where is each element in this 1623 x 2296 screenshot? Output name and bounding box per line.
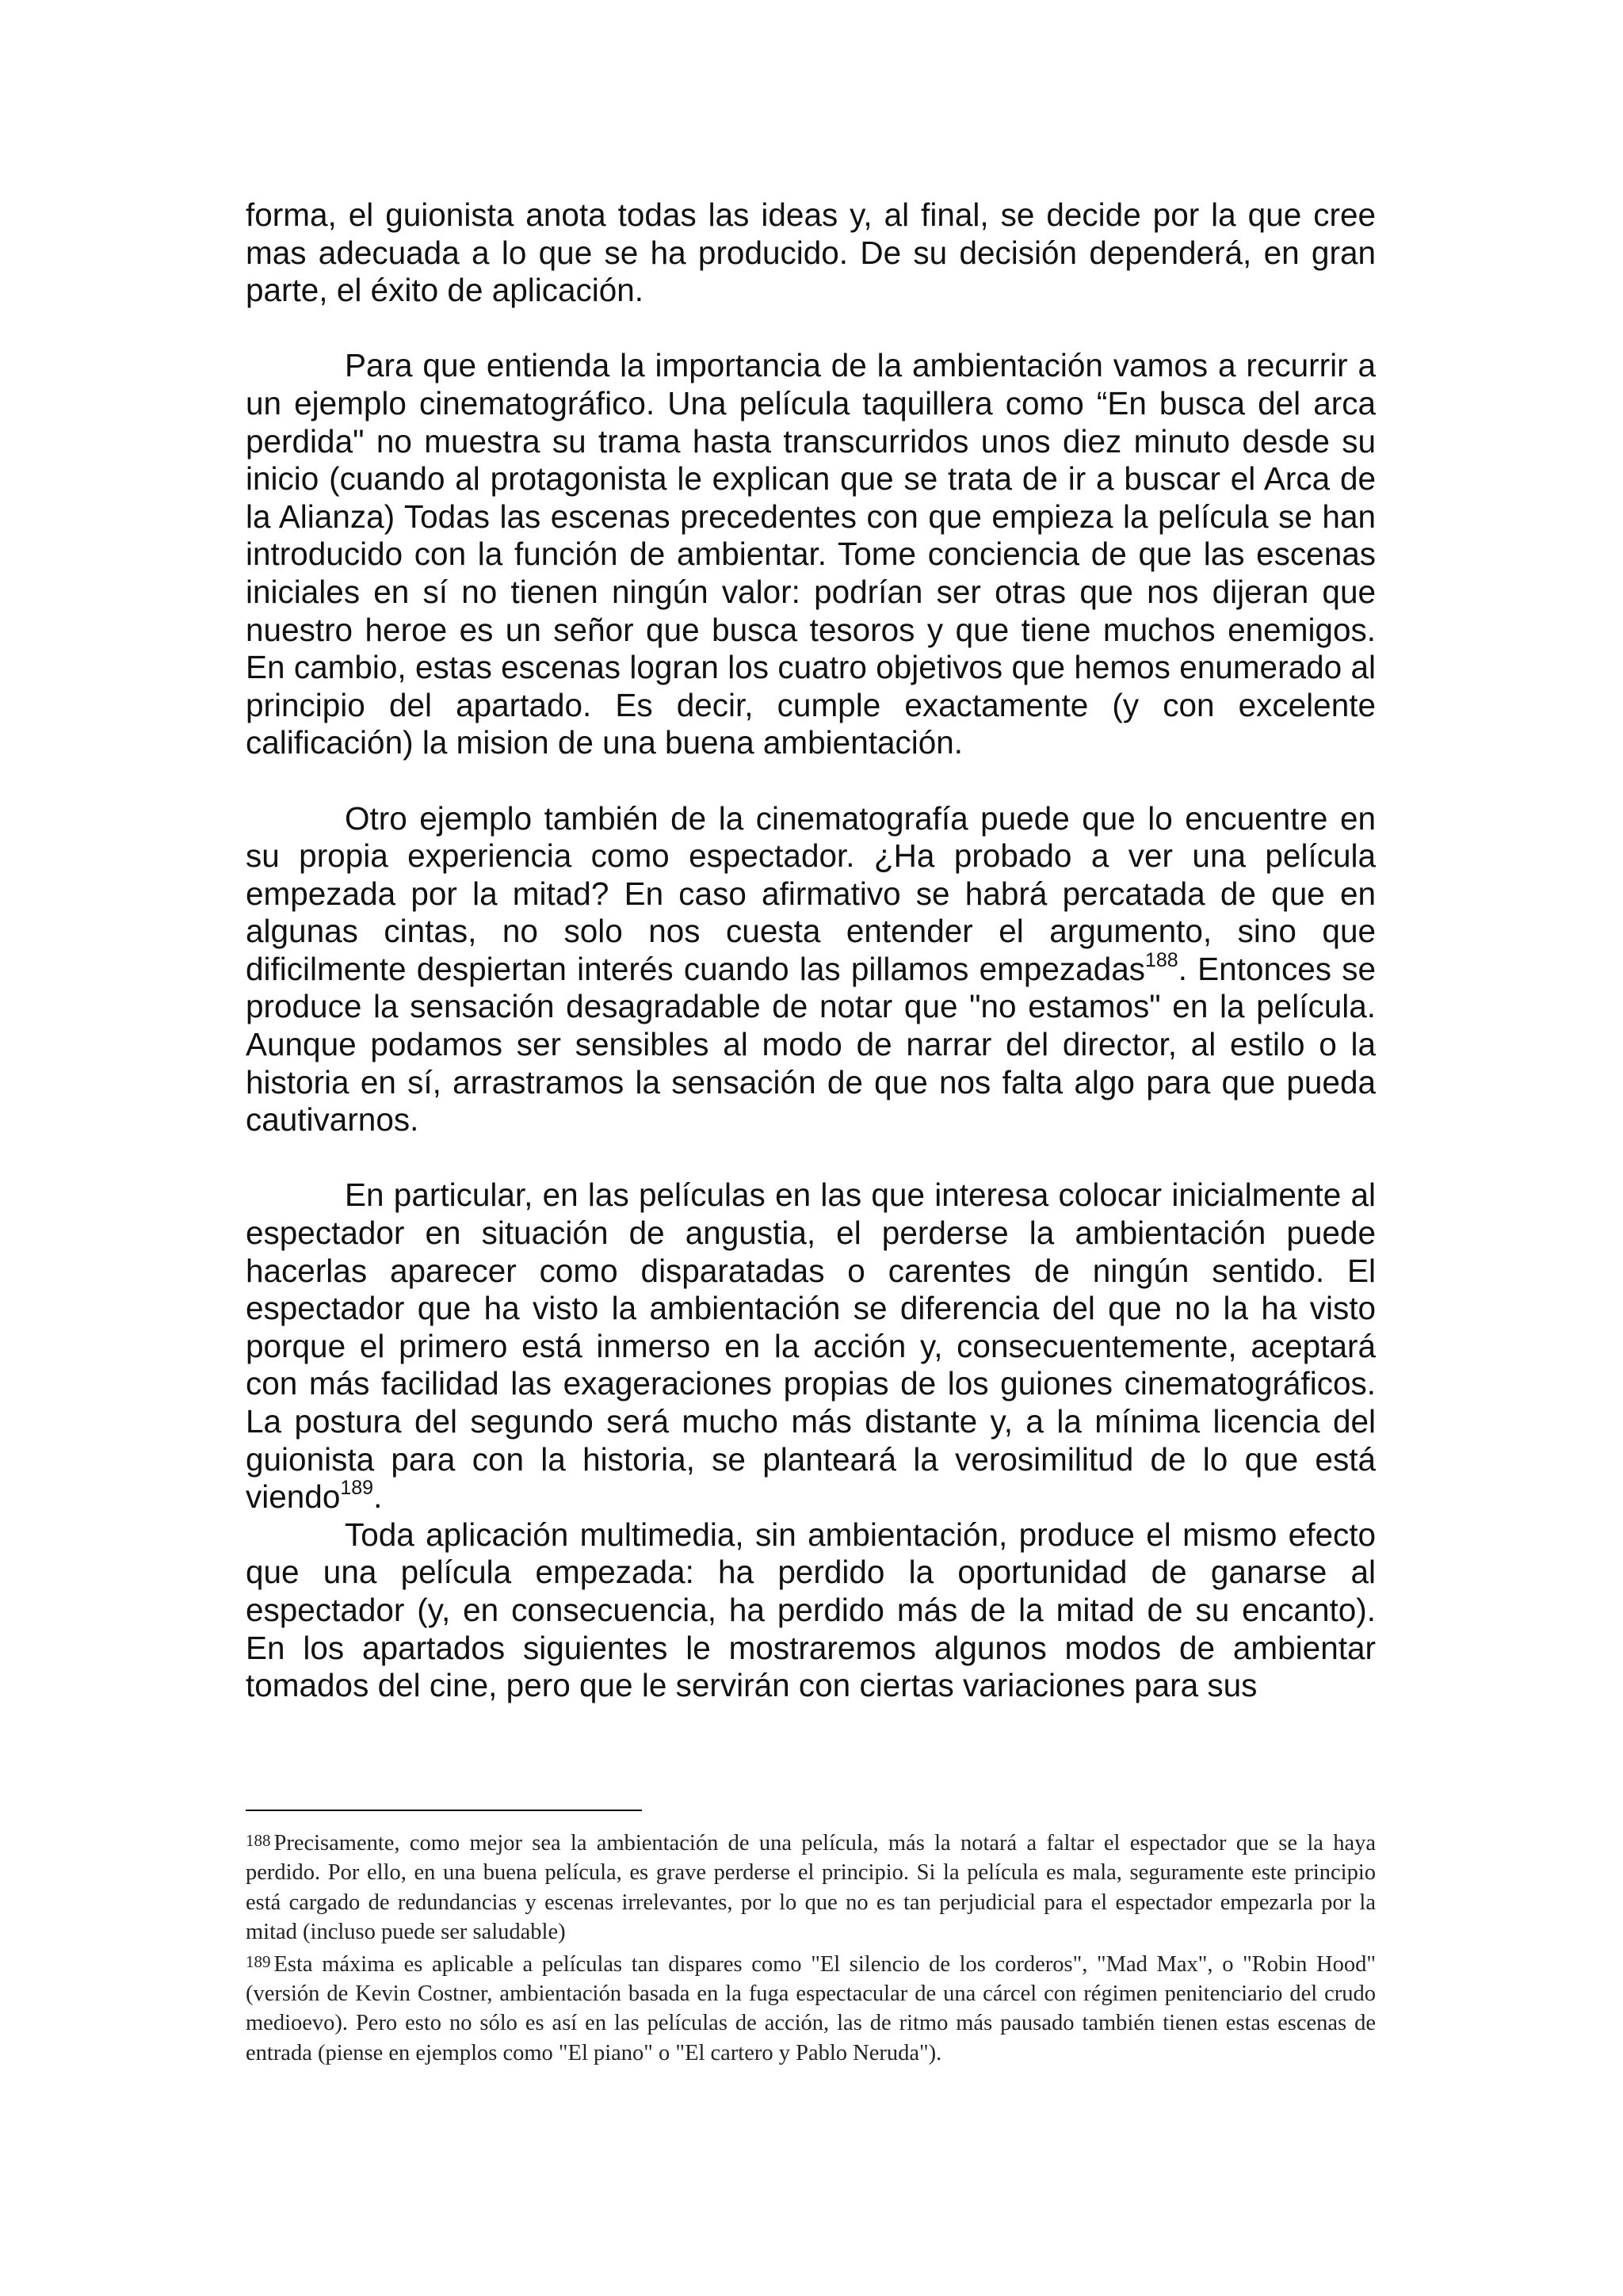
footnote-188 bbox=[246, 1826, 1376, 1947]
footnote-separator bbox=[246, 1810, 642, 1811]
paragraph-2: Para que entienda la importancia de la ambientación vamos a recurrir a un ejemplo cinematográfico. Una película taquillera como “En busca del arca perdida" no muestra su trama hasta transcurridos unos diez minuto desde su inicio (cuando al protagonista le explican que se trata de ir a buscar el Arca de la Alianza) Todas las escenas precedentes con que empieza la película se han introducido con la función de ambientar. Tome conciencia de que las escenas iniciales en sí no tienen ningún valor: podrían ser otras que nos dijeran que nuestro heroe es un señor que busca tesoros y que tiene muchos enemigos. En cambio, estas escenas logran los cuatro objetivos que hemos enumerado al principio del apartado. Es decir, cumple exactamente (y con excelente calificación) la mision de una buena ambientación. bbox=[246, 347, 1376, 761]
paragraph-5: Toda aplicación multimedia, sin ambientación, produce el mismo efecto que una película empezada: ha perdido la oportunidad de ganarse al espectador (y, en consecuencia, ha perdido más de la mitad de su encanto). En los apartados siguientes le mostraremos algunos modos de ambientar tomados del cine, pero que le servirán con ciertas variaciones para sus bbox=[246, 1516, 1376, 1704]
paragraph-gap bbox=[246, 310, 1376, 348]
paragraph-3 bbox=[246, 800, 1376, 1139]
footnote-number: 188 bbox=[246, 1831, 271, 1850]
document-page bbox=[246, 196, 1376, 1705]
paragraph-3-text-a: Otro ejemplo también de la cinematografía puede que lo encuentre en su propia experiencia como espectador. ¿Ha probado a ver una película empezada por la mitad? En caso afirmativo se habrá percatada de que en algunas cintas, no solo nos cuesta entender el argumento, sino que dificilmente despiertan interés cuando las pillamos empezadas bbox=[246, 799, 1376, 987]
paragraph-4 bbox=[246, 1177, 1376, 1516]
footnotes bbox=[246, 1826, 1376, 2068]
paragraph-1: forma, el guionista anota todas las ideas y, al final, se decide por la que cree mas adecuada a lo que se ha producido. De su decisión dependerá, en gran parte, el éxito de aplicación. bbox=[246, 196, 1376, 309]
body-text bbox=[246, 196, 1376, 1705]
footnote-189 bbox=[246, 1947, 1376, 2069]
footnote-text: Esta máxima es aplicable a películas tan dispares como "El silencio de los corderos", "Mad Max", o "Robin Hood" (versión de Kevin Costner, ambientación basada en la fuga espectacular de una cárcel con régimen penitenciario del crudo medioevo). Pero esto no sólo es así en las películas de acción, las de ritmo más pausado también tienen estas escenas de entrada (piense en ejemplos como "El piano" o "El cartero y Pablo Neruda"). bbox=[246, 1951, 1376, 2065]
footnote-text: Precisamente, como mejor sea la ambientación de una película, más la notará a faltar el espectador que se la haya perdido. Por ello, en una buena película, es grave perderse el principio. Si la película es mala, seguramente este principio está cargado de redundancias y escenas irrelevantes, por lo que no es tan perjudicial para el espectador empezarla por la mitad (incluso puede ser saludable) bbox=[246, 1831, 1376, 1945]
footnote-ref-189: 189 bbox=[340, 1477, 374, 1500]
paragraph-4-text-b: . bbox=[373, 1478, 383, 1516]
footnote-ref-188: 188 bbox=[1145, 948, 1178, 971]
paragraph-4-text-a: En particular, en las películas en las que interesa colocar inicialmente al espectador en situación de angustia, el perderse la ambientación puede hacerlas aparecer como disparatadas o carentes de ningún sentido. El espectador que ha visto la ambientación se diferencia del que no la ha visto porque el primero está inmerso en la acción y, consecuentemente, aceptará con más facilidad las exageraciones propias de los guiones cinematográficos. La postura del segundo será mucho más distante y, a la mínima licencia del guionista para con la historia, se planteará la verosimilitud de lo que está viendo bbox=[246, 1177, 1376, 1516]
paragraph-gap bbox=[246, 762, 1376, 800]
paragraph-gap bbox=[246, 1139, 1376, 1177]
paragraph-3-text-b: . Entonces se produce la sensación desagradable de notar que "no estamos" en la película. Aunque podamos ser sensibles al modo de narrar del director, al estilo o la historia en sí, arrastramos la sensación de que nos falta algo para que pueda cautivarnos. bbox=[246, 950, 1376, 1138]
footnote-number: 189 bbox=[246, 1951, 271, 1971]
